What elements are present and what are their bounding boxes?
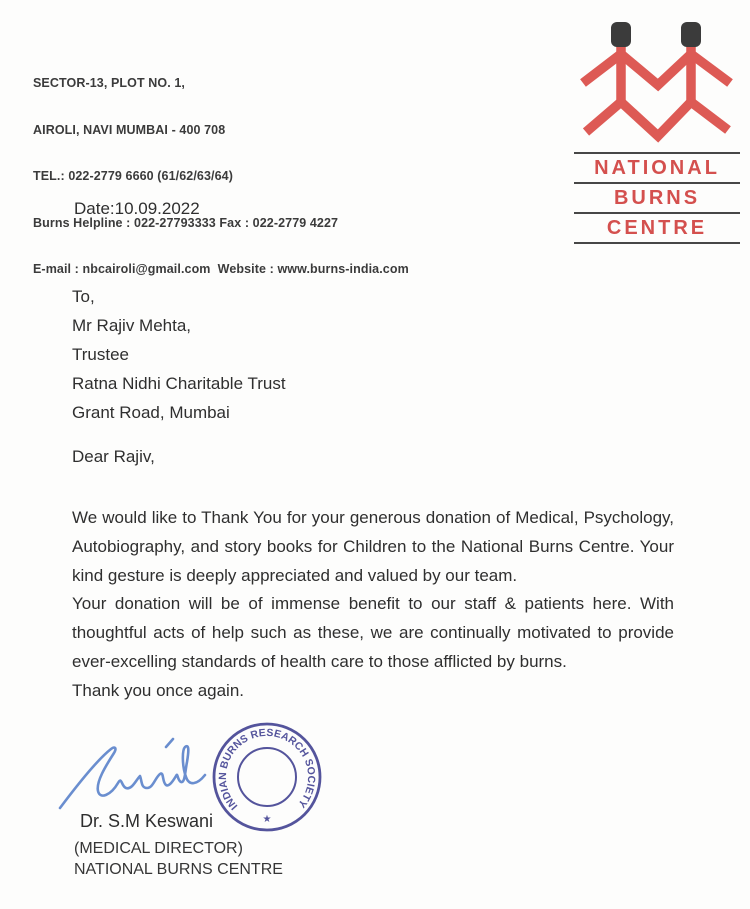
- closing-line: Thank you once again.: [72, 680, 245, 700]
- logo-word-burns: BURNS: [574, 182, 740, 212]
- stamp-text: INDIAN BURNS RESEARCH SOCIETY: [216, 726, 318, 813]
- recipient-line-to: To,: [72, 287, 95, 306]
- recipient-line-org: Ratna Nidhi Charitable Trust: [72, 374, 286, 393]
- address-line-2: AIROLI, NAVI MUMBAI - 400 708: [33, 122, 226, 137]
- recipient-block: [72, 282, 286, 427]
- burns-centre-wordmark: [574, 152, 740, 244]
- salutation: Dear Rajiv,: [72, 447, 155, 466]
- logo-word-centre: CENTRE: [574, 212, 740, 242]
- signatory-name: Dr. S.M Keswani: [80, 811, 214, 831]
- stamp-star-icon: ★: [262, 814, 272, 825]
- address-line-5: E-mail : nbcairoli@gmail.com Website : www.burns-india.com: [33, 262, 409, 276]
- letterhead-address: [33, 45, 409, 309]
- signatory-title: (MEDICAL DIRECTOR): [74, 840, 243, 857]
- address-line-3: TEL.: 022-2779 6660 (61/62/63/64): [33, 169, 233, 183]
- recipient-line-role: Trustee: [72, 345, 130, 364]
- letter-date: Date:10.09.2022: [74, 199, 200, 218]
- address-line-1: SECTOR-13, PLOT NO. 1,: [33, 76, 185, 90]
- logo-word-national: NATIONAL: [574, 152, 740, 182]
- paragraph-2: Your donation will be of immense benefit to our staff & patients here. With thoughtful acts of help such as these, we are continually motivated to provide ever-excelling standards of health care to those afflicted by burns.: [72, 594, 674, 671]
- society-stamp: [202, 712, 332, 842]
- stamp-inner-ring: [238, 748, 296, 806]
- address-line-4: Burns Helpline : 022-27793333 Fax : 022-2779 4227: [33, 215, 339, 230]
- letter-body: [72, 504, 674, 706]
- paragraph-1: We would like to Thank You for your generous donation of Medical, Psychology, Autobiography, and story books for Children to the National Burns Centre. Your kind gesture is deeply appreciated and valued by our team.: [72, 508, 674, 585]
- recipient-line-city: Grant Road, Mumbai: [72, 403, 230, 422]
- svg-text:INDIAN BURNS RESEARCH SOCIETY: [217, 727, 317, 812]
- signatory-organization: NATIONAL BURNS CENTRE: [74, 861, 283, 878]
- burns-centre-figures-icon: [563, 10, 750, 150]
- recipient-line-name: Mr Rajiv Mehta,: [72, 316, 192, 335]
